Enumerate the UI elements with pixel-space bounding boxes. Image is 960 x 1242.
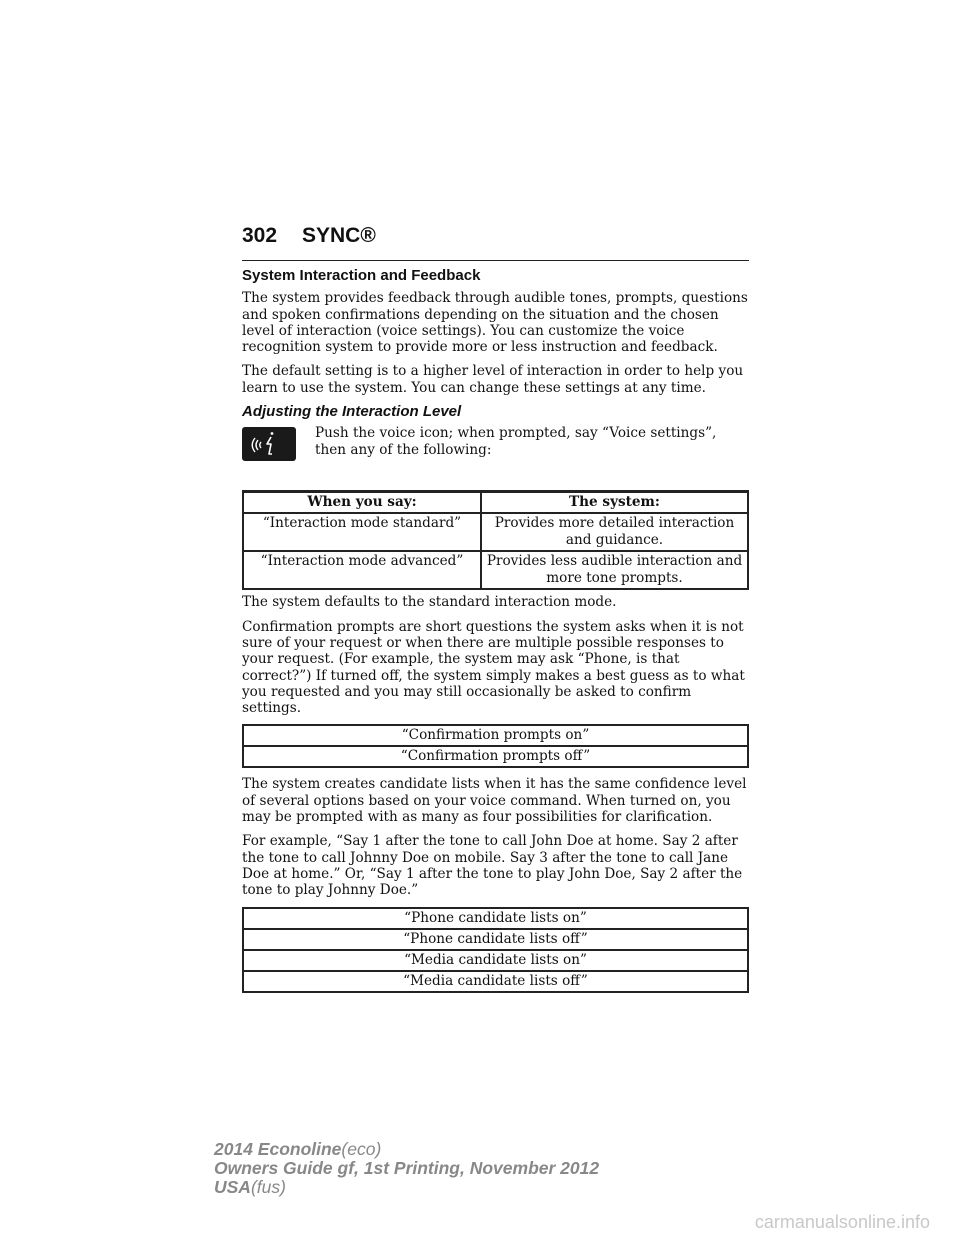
- table-cell: Provides more detailed interaction and guidance.: [481, 513, 748, 551]
- table-cell: “Confirmation prompts off”: [243, 746, 748, 767]
- paragraph-feedback: The system provides feedback through audible tones, prompts, questions and spoken confirmations depending on the situation and the chosen level of interaction (voice settings). You can customize the voice recognition system to provide more or less instruction and feedback.: [242, 290, 748, 356]
- table-cell: “Interaction mode advanced”: [243, 551, 481, 589]
- column-header: The system:: [481, 492, 748, 514]
- paragraph-candidate-lists: The system creates candidate lists when it has the same confidence level of several options based on your voice command. When turned on, you may be prompted with as many as four possibilities for clarification.: [242, 776, 747, 826]
- table-header-row: [243, 492, 748, 514]
- table-cell: Provides less audible interaction and more tone prompts.: [481, 551, 748, 589]
- paragraph-confirmation: Confirmation prompts are short questions the system asks when it is not sure of your request or when there are multiple possible responses to your request. (For example, the system may ask “Phone, is that correct?”) If turned off, the system simply makes a best guess as to what you requested and you may still occasionally be asked to confirm settings.: [242, 618, 745, 717]
- page-content: [242, 268, 749, 1001]
- page-header: [242, 224, 749, 261]
- paragraph-default-setting: The default setting is to a higher level of interaction in order to help you learn to use the system. You can change these settings at any time.: [242, 363, 744, 396]
- footer-region: USA: [214, 1177, 251, 1197]
- paragraph-default-mode: The system defaults to the standard interaction mode.: [242, 594, 617, 611]
- section-title: SYNC®: [302, 224, 376, 247]
- table-row: [243, 725, 748, 746]
- table-cell: “Interaction mode standard”: [243, 513, 481, 551]
- interaction-mode-table: [242, 490, 749, 590]
- footer-line-3: [214, 1178, 599, 1197]
- table-row: [243, 551, 748, 589]
- table-cell: “Media candidate lists on”: [243, 950, 748, 971]
- table-cell: “Phone candidate lists on”: [243, 908, 748, 929]
- footer-line-2: Owners Guide gf, 1st Printing, November 2012: [214, 1158, 600, 1178]
- candidate-lists-table: [242, 907, 749, 993]
- table-cell: “Media candidate lists off”: [243, 971, 748, 992]
- page-footer: [214, 1140, 599, 1197]
- table-row: [243, 513, 748, 551]
- column-header: When you say:: [243, 492, 481, 514]
- confirmation-table: [242, 724, 749, 768]
- page-number: 302: [242, 224, 278, 247]
- voice-instruction-text: Push the voice icon; when prompted, say “Voice settings”, then any of the following:: [315, 425, 717, 458]
- voice-icon: [242, 427, 296, 461]
- table-row: [243, 950, 748, 971]
- table-cell: “Confirmation prompts on”: [243, 725, 748, 746]
- table-row: [243, 971, 748, 992]
- voice-instruction: [242, 425, 749, 485]
- paragraph-example: For example, “Say 1 after the tone to call John Doe at home. Say 2 after the tone to call Johnny Doe on mobile. Say 3 after the tone to call Jane Doe at home.” Or, “Say 1 after the tone to play John Doe, Say 2 after the tone to play Johnny Doe.”: [242, 833, 743, 899]
- footer-model-code: (eco): [341, 1139, 382, 1159]
- table-row: [243, 908, 748, 929]
- table-cell: “Phone candidate lists off”: [243, 929, 748, 950]
- table-row: [243, 746, 748, 767]
- watermark: carmanualsonline.info: [754, 1212, 930, 1232]
- footer-model: 2014 Econoline: [214, 1139, 342, 1159]
- heading-adjusting-interaction: Adjusting the Interaction Level: [242, 403, 462, 421]
- footer-region-code: (fus): [250, 1177, 286, 1197]
- table-row: [243, 929, 748, 950]
- footer-line-1: [214, 1140, 599, 1159]
- heading-system-interaction: System Interaction and Feedback: [242, 267, 481, 284]
